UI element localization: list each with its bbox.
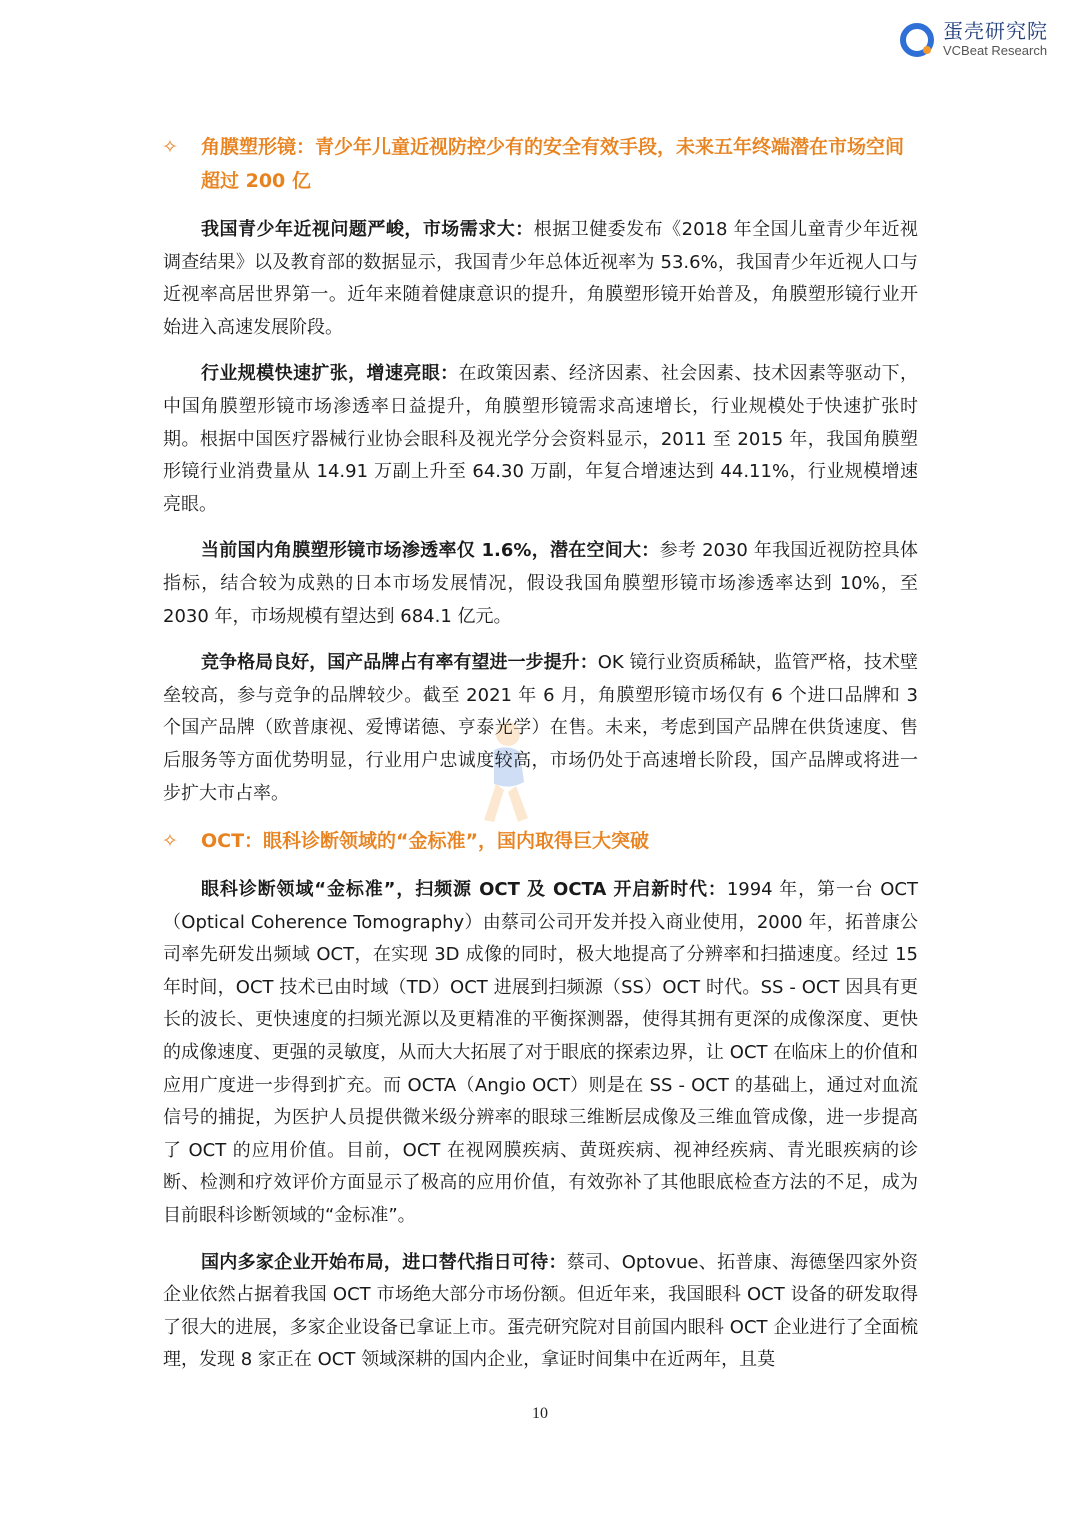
paragraph-lead: 眼科诊断领域“金标准”，扫频源 OCT 及 OCTA 开启新时代： xyxy=(201,879,727,901)
paragraph-lead: 竞争格局良好，国产品牌占有率有望进一步提升： xyxy=(201,652,598,674)
document-body xyxy=(163,130,918,1391)
brand-header xyxy=(897,20,1048,58)
section-heading-text: OCT：眼科诊断领域的“金标准”，国内取得巨大突破 xyxy=(201,830,650,853)
paragraph-body: 在政策因素、经济因素、社会因素、技术因素等驱动下，中国角膜塑形镜市场渗透率日益提升，角膜塑形镜需求高速增长，行业规模处于快速扩张时期。根据中国医疗器械行业协会眼科及视光学分会资料显示，2011 至 2015 年，我国角膜塑形镜行业消费量从 14.91 万副上升至 64.30 万副，年复合增速达到 44.11%，行业规模增速亮眼。 xyxy=(163,363,919,515)
section-heading-orthokeratology xyxy=(163,130,918,198)
brand-name-cn: 蛋壳研究院 xyxy=(943,19,1048,43)
brand-logo-icon xyxy=(897,20,935,58)
paragraph xyxy=(163,535,918,633)
paragraph-lead: 当前国内角膜塑形镜市场渗透率仅 1.6%，潜在空间大： xyxy=(201,540,660,562)
paragraph-lead: 国内多家企业开始布局，进口替代指日可待： xyxy=(201,1251,567,1273)
brand-name-en: VCBeat Research xyxy=(943,43,1048,58)
paragraph xyxy=(163,647,918,810)
paragraph-lead: 我国青少年近视问题严峻，市场需求大： xyxy=(201,219,534,240)
section-heading-oct xyxy=(163,824,918,858)
brand-text xyxy=(943,21,1048,57)
paragraph xyxy=(163,1247,918,1377)
paragraph-body: 1994 年，第一台 OCT（Optical Coherence Tomography）由蔡司公司开发并投入商业使用，2000 年，拓普康公司率先研发出频域 OCT，在实现 3D 成像的同时，极大地提高了分辨率和扫描速度。经过 15 年时间，OCT 技术已由时域（TD）OCT 进展到扫频源（SS）OCT 时代。SS - OCT 因具有更长的波长、更快速度的扫频光源以及更精准的平衡探测器，使得其拥有更深的成像深度、更快的成像速度、更强的灵敏度，从而大大拓展了对于眼底的探索边界，让 OCT 在临床上的价值和应用广度进一步得到扩充。而 OCTA（Angio OCT）则是在 SS - OCT 的基础上，通过对血流信号的捕捉，为医护人员提供微米级分辨率的眼球三维断层成像及三维血管成像，进一步提高了 OCT 的应用价值。目前，OCT 在视网膜疾病、黄斑疾病、视神经疾病、青光眼疾病的诊断、检测和疗效评价方面显示了极高的应用价值，有效弥补了其他眼底检查方法的不足，成为目前眼科诊断领域的“金标准”。 xyxy=(163,879,918,1227)
section-bullet-icon: ✧ xyxy=(162,830,178,853)
paragraph-body: OK 镜行业资质稀缺，监管严格，技术壁垒较高，参与竞争的品牌较少。截至 2021 年 6 月，角膜塑形镜市场仅有 6 个进口品牌和 3 个国产品牌（欧普康视、爱博诺德、亨泰光学）在售。未来，考虑到国产品牌在供货速度、售后服务等方面优势明显，行业用户忠诚度较高，市场仍处于高速增长阶段，国产品牌或将进一步扩大市占率。 xyxy=(163,652,918,804)
paragraph-body: 根据卫健委发布《2018 年全国儿童青少年近视调查结果》以及教育部的数据显示，我国青少年总体近视率为 53.6%，我国青少年近视人口与近视率高居世界第一。近年来随着健康意识的提升，角膜塑形镜开始普及，角膜塑形镜行业开始进入高速发展阶段。 xyxy=(163,219,918,338)
paragraph xyxy=(163,874,918,1233)
paragraph-body: 参考 2030 年我国近视防控具体指标，结合较为成熟的日本市场发展情况，假设我国角膜塑形镜市场渗透率达到 10%，至 2030 年，市场规模有望达到 684.1 亿元。 xyxy=(163,540,918,627)
paragraph xyxy=(163,358,918,521)
section-heading-text: 角膜塑形镜：青少年儿童近视防控少有的安全有效手段，未来五年终端潜在市场空间超过 200 亿 xyxy=(201,136,905,192)
paragraph-body: 蔡司、Optovue、拓普康、海德堡四家外资企业依然占据着我国 OCT 市场绝大部分市场份额。但近年来，我国眼科 OCT 设备的研发取得了很大的进展，多家企业设备已拿证上市。蛋壳研究院对目前国内眼科 OCT 企业进行了全面梳理，发现 8 家正在 OCT 领域深耕的国内企业，拿证时间集中在近两年，且莫 xyxy=(163,1251,918,1371)
paragraph xyxy=(163,214,918,344)
paragraph-lead: 行业规模快速扩张，增速亮眼： xyxy=(201,363,459,385)
page-number: 10 xyxy=(532,1405,548,1422)
section-bullet-icon: ✧ xyxy=(162,136,178,158)
